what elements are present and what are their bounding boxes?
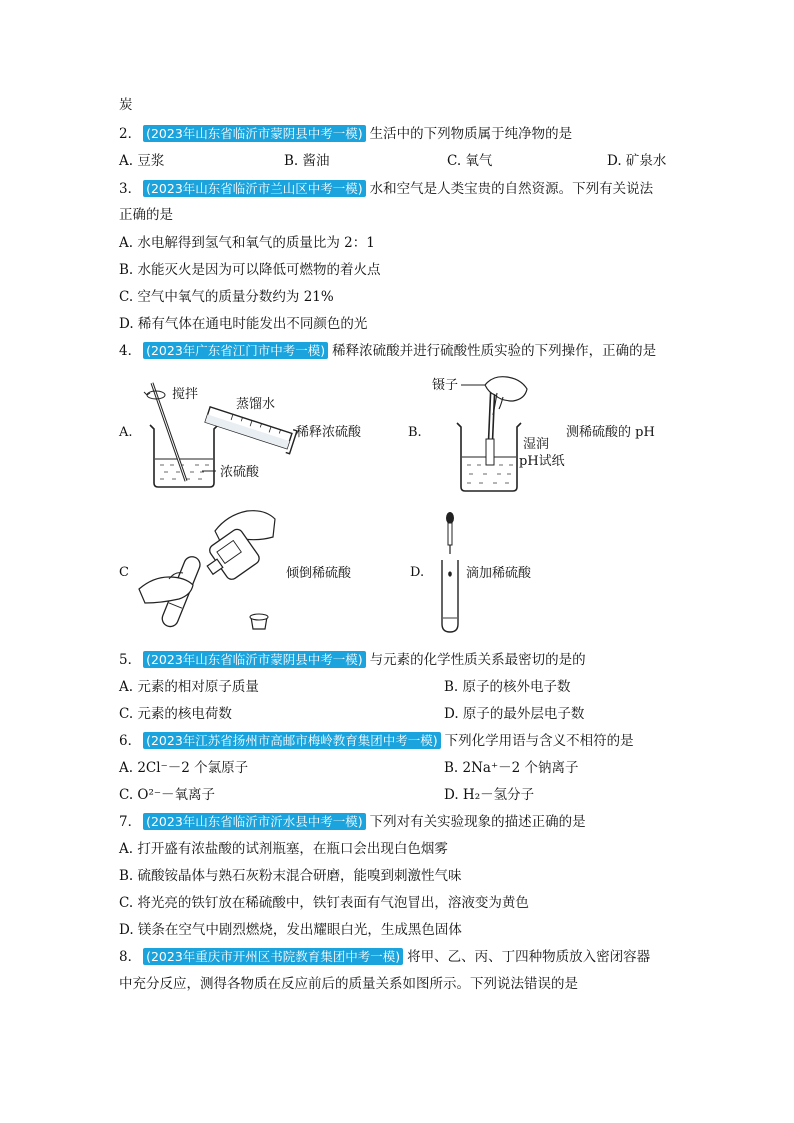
option-d: D. 镁条在空气中剧烈燃烧，发出耀眼白光，生成黑色固体 — [119, 922, 462, 938]
option-c: C. 将光亮的铁钉放在稀硫酸中，铁钉表面有气泡冒出，溶液变为黄色 — [119, 895, 529, 911]
question-number: 7． — [119, 814, 142, 830]
question-text: 生活中的下列物质属于纯净物的是 — [369, 126, 573, 142]
source-tag[interactable]: (2023年山东省临沂市蒙阴县中考一模) — [143, 125, 366, 142]
figure-c-caption: 倾倒稀硫酸 — [286, 566, 352, 581]
option-a: A. 元素的相对原子质量 — [119, 679, 259, 695]
question-text: 水和空气是人类宝贵的自然资源。下列有关说法 — [369, 181, 654, 197]
question-text: 下列化学用语与含义不相符的是 — [444, 733, 634, 749]
ph-paper-label: pH试纸 — [519, 454, 565, 469]
question-3 — [119, 180, 653, 198]
option-a: A. 水电解得到氢气和氧气的质量比为 2：1 — [119, 235, 375, 251]
option-b: B. 2Na⁺－2 个钠离子 — [444, 760, 579, 776]
figure-b-label: B. — [408, 425, 422, 440]
question-number: 5． — [119, 652, 142, 668]
previous-option-tail: 炭 — [119, 97, 133, 113]
figure-c-label: C — [119, 565, 129, 580]
question-4 — [119, 342, 656, 360]
option-a: A. 打开盛有浓盐酸的试剂瓶塞，在瓶口会出现白色烟雾 — [119, 841, 448, 857]
source-tag[interactable]: (2023年山东省临沂市蒙阴县中考一模) — [143, 651, 366, 668]
option-c: C. O²⁻－氧离子 — [119, 787, 216, 803]
source-tag[interactable]: (2023年山东省临沂市沂水县中考一模) — [143, 813, 366, 830]
option-d: D. 矿泉水 — [607, 153, 667, 169]
question-6 — [119, 732, 634, 750]
question-2 — [119, 125, 572, 143]
question-number: 6． — [119, 733, 142, 749]
question-5 — [119, 651, 586, 669]
question-number: 4． — [119, 343, 142, 359]
question-text: 下列对有关实验现象的描述正确的是 — [369, 814, 586, 830]
figure-d-caption: 滴加稀硫酸 — [466, 566, 532, 581]
pouring-acid-figure — [135, 507, 280, 642]
option-d: D. H₂－氢分子 — [444, 787, 535, 803]
question-number: 8． — [119, 949, 142, 965]
option-b: B. 原子的核外电子数 — [444, 679, 571, 695]
option-b: B. 硫酸铵晶体与熟石灰粉末混合研磨，能嗅到刺激性气味 — [119, 868, 462, 884]
option-b: B. 水能灭火是因为可以降低可燃物的着火点 — [119, 262, 381, 278]
option-b: B. 酱油 — [284, 153, 330, 169]
option-d: D. 原子的最外层电子数 — [444, 706, 585, 722]
source-tag[interactable]: (2023年广东省江门市中考一模) — [143, 342, 328, 359]
question-8 — [119, 948, 650, 966]
figure-a-caption: 稀释浓硫酸 — [296, 425, 362, 440]
option-a: A. 豆浆 — [119, 153, 165, 169]
figure-b-caption: 测稀硫酸的 pH — [566, 425, 655, 440]
option-a: A. 2Cl⁻－2 个氯原子 — [119, 760, 249, 776]
moist-label: 湿润 — [523, 437, 550, 452]
question-7 — [119, 813, 586, 831]
figure-d-label: D. — [410, 565, 425, 580]
concentrated-acid-label: 浓硫酸 — [220, 465, 260, 480]
source-tag[interactable]: (2023年山东省临沂市兰山区中考一模) — [143, 180, 366, 197]
option-c: C. 氧气 — [447, 153, 493, 169]
option-c: C. 空气中氧气的质量分数约为 21% — [119, 289, 334, 305]
figure-a-label: A. — [119, 425, 133, 440]
source-tag[interactable]: (2023年江苏省扬州市高邮市梅岭教育集团中考一模) — [143, 732, 441, 749]
stir-label: 搅拌 — [172, 387, 199, 402]
question-text: 将甲、乙、丙、丁四种物质放入密闭容器 — [407, 949, 651, 965]
question-number: 3． — [119, 181, 142, 197]
tweezer-label: 镊子 — [432, 378, 459, 393]
question-number: 2． — [119, 126, 142, 142]
question-text-cont: 中充分反应，测得各物质在反应前后的质量关系如图所示。下列说法错误的是 — [119, 976, 578, 992]
option-d: D. 稀有气体在通电时能发出不同颜色的光 — [119, 316, 368, 332]
source-tag[interactable]: (2023年重庆市开州区书院教育集团中考一模) — [143, 948, 403, 965]
option-c: C. 元素的核电荷数 — [119, 706, 232, 722]
adding-acid-figure — [438, 510, 468, 635]
distilled-water-label: 蒸馏水 — [236, 397, 276, 412]
question-text: 稀释浓硫酸并进行硫酸性质实验的下列操作，正确的是 — [332, 343, 657, 359]
ph-test-figure — [455, 375, 565, 495]
question-text-cont: 正确的是 — [119, 207, 173, 223]
question-text: 与元素的化学性质关系最密切的是的 — [369, 652, 586, 668]
